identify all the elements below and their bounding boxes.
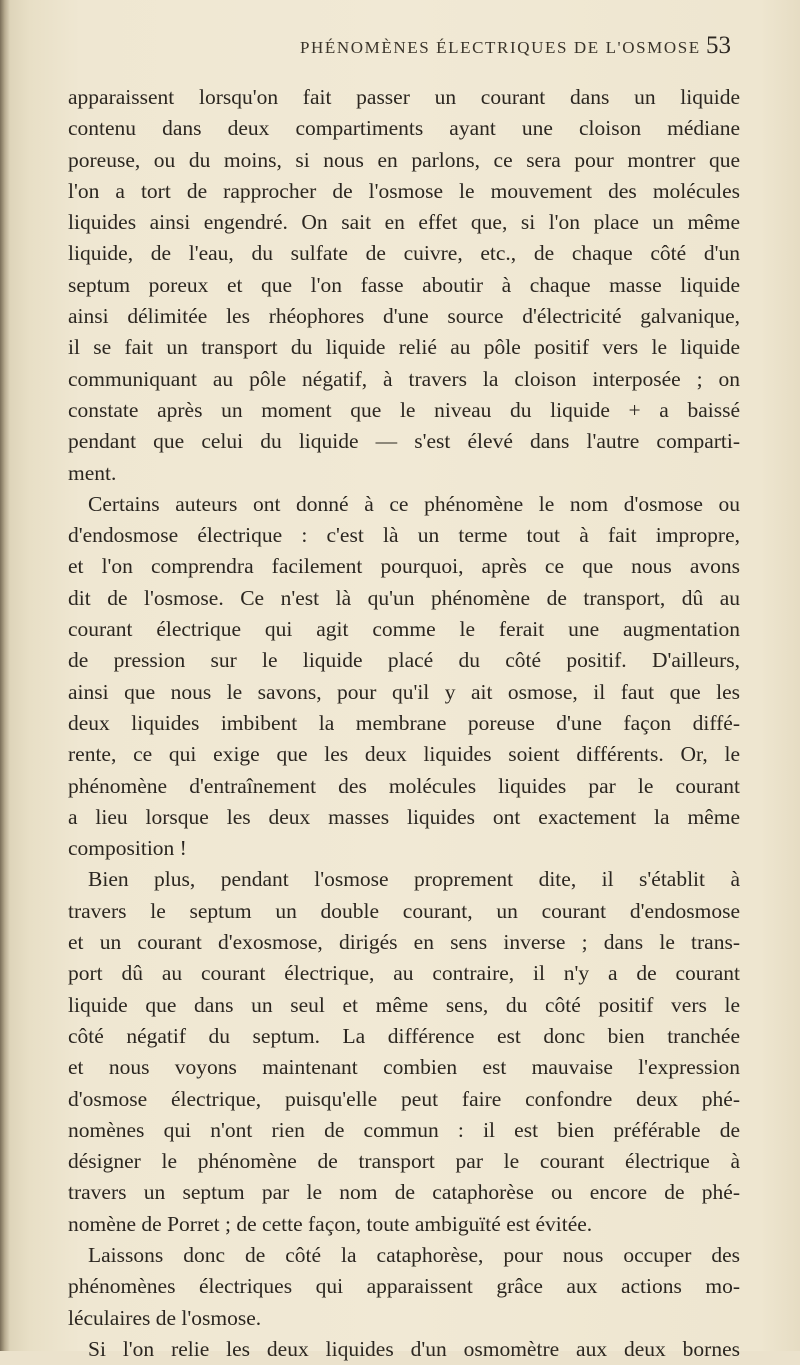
text-line: liquides ainsi engendré. On sait en effet que, si l'on place un même: [68, 210, 740, 235]
text-line: Si l'on relie les deux liquides d'un osmomètre aux deux bornes: [88, 1336, 740, 1361]
text-line: travers le septum un double courant, un courant d'endosmose: [68, 898, 740, 923]
text-line: deux liquides imbibent la membrane poreuse d'une façon diffé-: [68, 710, 740, 735]
text-line: et l'on comprendra facilement pourquoi, après ce que nous avons: [68, 554, 740, 579]
text-line: dit de l'osmose. Ce n'est là qu'un phénomène de transport, dû au: [68, 585, 740, 610]
text-line: composition !: [68, 836, 187, 861]
text-line: phénomènes électriques qui apparaissent grâce aux actions mo-: [68, 1274, 740, 1299]
text-line: liquide que dans un seul et même sens, du côté positif vers le: [68, 992, 740, 1017]
text-line: travers un septum par le nom de cataphorèse ou encore de phé-: [68, 1180, 740, 1205]
text-line: nomène de Porret ; de cette façon, toute ambiguïté est évitée.: [68, 1211, 593, 1236]
text-line: Certains auteurs ont donné à ce phénomène le nom d'osmose ou: [88, 491, 740, 516]
text-line: courant électrique qui agit comme le ferait une augmentation: [68, 617, 740, 642]
text-line: phénomène d'entraînement des molécules liquides par le courant: [68, 773, 740, 798]
text-line: et un courant d'exosmose, dirigés en sens inverse ; dans le trans-: [68, 930, 740, 955]
text-line: a lieu lorsque les deux masses liquides ont exactement la même: [68, 804, 740, 829]
running-head: PHÉNOMÈNES ÉLECTRIQUES DE L'OSMOSE: [300, 38, 701, 57]
text-line: liquide, de l'eau, du sulfate de cuivre, etc., de chaque côté d'un: [68, 241, 740, 266]
text-line: d'endosmose électrique : c'est là un terme tout à fait impropre,: [68, 523, 740, 548]
text-line: rente, ce qui exige que les deux liquides soient différents. Or, le: [68, 742, 740, 767]
text-line: léculaires de l'osmose.: [68, 1305, 262, 1330]
text-line: nomènes qui n'ont rien de commun : il est bien préférable de: [68, 1117, 740, 1142]
text-line: constate après un moment que le niveau du liquide + a baissé: [68, 397, 740, 422]
text-line: il se fait un transport du liquide relié au pôle positif vers le liquide: [68, 335, 740, 360]
text-line: Laissons donc de côté la cataphorèse, pour nous occuper des: [88, 1242, 740, 1267]
text-line: l'on a tort de rapprocher de l'osmose le mouvement des molécules: [68, 178, 740, 203]
text-line: ainsi que nous le savons, pour qu'il y ait osmose, il faut que les: [68, 679, 740, 704]
text-line: contenu dans deux compartiments ayant une cloison médiane: [68, 116, 740, 141]
text-line: ment.: [68, 460, 117, 485]
text-line: poreuse, ou du moins, si nous en parlons, ce sera pour montrer que: [68, 147, 740, 172]
page-number: 53: [706, 32, 731, 59]
text-line: et nous voyons maintenant combien est mauvaise l'expression: [68, 1055, 740, 1080]
page-spine-shadow: [0, 0, 10, 1351]
text-line: pendant que celui du liquide — s'est élevé dans l'autre comparti-: [68, 429, 740, 454]
text-line: ainsi délimitée les rhéophores d'une source d'électricité galvanique,: [68, 304, 740, 329]
text-line: septum poreux et que l'on fasse aboutir à chaque masse liquide: [68, 272, 740, 297]
text-line: communiquant au pôle négatif, à travers la cloison interposée ; on: [68, 366, 740, 391]
page-header: [0, 32, 800, 68]
text-line: port dû au courant électrique, au contraire, il n'y a de courant: [68, 961, 740, 986]
text-line: Bien plus, pendant l'osmose proprement dite, il s'établit à: [88, 867, 740, 892]
body-text: [68, 82, 740, 1365]
text-line: de pression sur le liquide placé du côté positif. D'ailleurs,: [68, 648, 740, 673]
text-line: apparaissent lorsqu'on fait passer un courant dans un liquide: [68, 85, 740, 109]
text-line: désigner le phénomène de transport par le courant électrique à: [68, 1149, 740, 1174]
text-line: d'osmose électrique, puisqu'elle peut faire confondre deux phé-: [68, 1086, 740, 1111]
text-line: côté négatif du septum. La différence est donc bien tranchée: [68, 1023, 740, 1048]
